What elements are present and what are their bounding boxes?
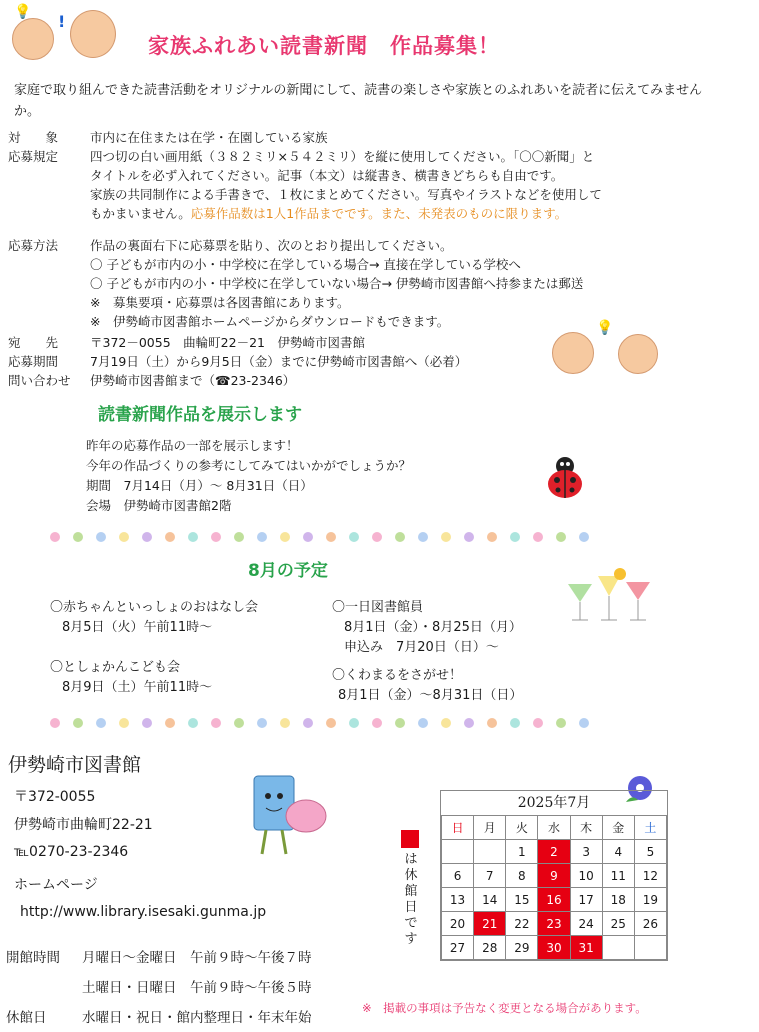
library-postal: 〒372-0055	[14, 789, 96, 805]
calendar-day: 11	[602, 864, 634, 888]
page-title: 家族ふれあい読書新聞 作品募集！	[148, 34, 500, 58]
closed-value: 水曜日・祝日・館内整理日・年末年始	[82, 1010, 312, 1026]
calendar-day: 31	[570, 936, 602, 960]
decorative-dot	[280, 718, 290, 728]
calendar-day: 24	[570, 912, 602, 936]
family-illustration	[6, 4, 118, 66]
contact-row	[8, 371, 295, 390]
event-3-time: 8月1日（金）・8月25日（月）	[344, 620, 522, 635]
method-line-1: 作品の裏面右下に応募票を貼り、次のとおり提出してください。	[90, 238, 453, 253]
decorative-dot	[556, 718, 566, 728]
decorative-dot	[211, 718, 221, 728]
hours-label: 開館時間	[6, 950, 60, 966]
method-line-3: 〇 子どもが市内の小・中学校に在学していない場合→ 伊勢崎市図書館へ持参または郵送	[90, 276, 584, 291]
calendar-week	[442, 888, 667, 912]
calendar-day: 29	[506, 936, 538, 960]
rules-line-1: 四つ切の白い画用紙（３８２ミリ×５４２ミリ）を縦に使用してください。「〇〇新聞」と	[90, 149, 595, 164]
homepage-link[interactable]: http://www.library.isesaki.gunma.jp	[20, 904, 267, 920]
decorative-dot	[50, 532, 60, 542]
library-address: 伊勢崎市曲輪町22-21	[14, 817, 153, 833]
decorative-dot	[257, 532, 267, 542]
decorative-dot	[280, 532, 290, 542]
calendar-day: 12	[634, 864, 666, 888]
decorative-dot	[510, 718, 520, 728]
calendar-day: 18	[602, 888, 634, 912]
calendar-day: 26	[634, 912, 666, 936]
exhibit-period: 期間 7月14日（月）～ 8月31日（日）	[86, 478, 313, 493]
calendar-day: 4	[602, 840, 634, 864]
target-value: 市内に在住または在学・在園している家族	[90, 130, 328, 145]
method-row	[8, 236, 453, 255]
closed-legend-text: は休館日です	[404, 852, 418, 947]
calendar-day: 22	[506, 912, 538, 936]
decorative-dot	[96, 532, 106, 542]
calendar-title: 2025年7月	[517, 795, 591, 811]
august-heading: 8月の予定	[248, 561, 328, 581]
rules-highlight: 応募作品数は1人1作品までです。また、未発表のものに限ります。	[190, 206, 568, 221]
library-tel: ℡0270-23-2346	[14, 844, 129, 860]
calendar-weekday: 水	[538, 816, 570, 840]
address-label: 宛 先	[8, 335, 59, 350]
ladybug-icon	[544, 452, 586, 500]
contact-label: 問い合わせ	[8, 373, 71, 388]
event-1-time: 8月5日（火）午前11時～	[62, 620, 213, 635]
calendar-weekday: 金	[602, 816, 634, 840]
calendar-empty-cell	[474, 840, 506, 864]
decorative-dot	[188, 532, 198, 542]
calendar-week	[442, 840, 667, 864]
calendar-day: 19	[634, 888, 666, 912]
decorative-dot	[533, 532, 543, 542]
exhibit-line-1: 昨年の応募作品の一部を展示します！	[86, 438, 299, 453]
rules-line-4a: もかまいません。	[90, 206, 191, 221]
calendar-day: 25	[602, 912, 634, 936]
decorative-dot	[326, 718, 336, 728]
calendar-weekday: 木	[570, 816, 602, 840]
decorative-dot	[326, 532, 336, 542]
calendar-day: 20	[442, 912, 474, 936]
calendar-day: 2	[538, 840, 570, 864]
exclamation-icon: !	[58, 12, 66, 31]
method-label: 応募方法	[8, 238, 59, 253]
calendar-day: 23	[538, 912, 570, 936]
children-illustration	[552, 320, 672, 376]
calendar-weekday: 日	[442, 816, 474, 840]
decorative-dot	[533, 718, 543, 728]
hours-weekend: 土曜日・日曜日 午前９時～午後５時	[82, 980, 312, 996]
decorative-dot	[73, 532, 83, 542]
calendar-day: 13	[442, 888, 474, 912]
intro-text: 家庭で取り組んできた読書活動をオリジナルの新聞にして、読書の楽しさや家族とのふれあいを読者に伝えてみませんか。	[14, 83, 703, 119]
decorative-dot	[96, 718, 106, 728]
decorative-dot	[418, 718, 428, 728]
decorative-dot	[395, 532, 405, 542]
calendar-day: 17	[570, 888, 602, 912]
decorative-dot	[464, 532, 474, 542]
cocktail-illustration	[560, 566, 660, 624]
lightbulb-icon: 💡	[14, 4, 32, 20]
decorative-dot	[372, 718, 382, 728]
rules-line-2: タイトルを必ず入れてください。記事（本文）は縦書き、横書きどちらも自由です。	[90, 168, 564, 183]
dot-divider-top	[50, 531, 610, 543]
calendar-day: 16	[538, 888, 570, 912]
decorative-dot	[441, 718, 451, 728]
calendar-weekday: 月	[474, 816, 506, 840]
method-line-4: ※ 募集要項・応募票は各図書館にあります。	[90, 295, 350, 310]
event-2-time: 8月9日（土）午前11時～	[62, 680, 213, 695]
decorative-dot	[73, 718, 83, 728]
decorative-dot	[165, 532, 175, 542]
calendar-day: 5	[634, 840, 666, 864]
decorative-dot	[395, 718, 405, 728]
event-3-title: 〇一日図書館員	[332, 600, 424, 615]
decorative-dot	[303, 718, 313, 728]
decorative-dot	[211, 532, 221, 542]
decorative-dot	[257, 718, 267, 728]
event-3-apply: 申込み 7月20日（日）～	[344, 640, 499, 655]
event-4-time: 8月1日（金）～8月31日（日）	[338, 688, 523, 703]
calendar-day: 8	[506, 864, 538, 888]
event-2-title: 〇としょかんこども会	[50, 660, 181, 675]
decorative-dot	[418, 532, 428, 542]
decorative-dot	[372, 532, 382, 542]
method-line-2: 〇 子どもが市内の小・中学校に在学している場合→ 直接在学している学校へ	[90, 257, 521, 272]
decorative-dot	[234, 532, 244, 542]
calendar-empty-cell	[634, 936, 666, 960]
calendar-weekday: 火	[506, 816, 538, 840]
calendar-day: 30	[538, 936, 570, 960]
exhibit-heading: 読書新聞作品を展示します	[98, 405, 302, 425]
calendar-week	[442, 936, 667, 960]
target-row	[8, 128, 328, 147]
calendar-day: 1	[506, 840, 538, 864]
decorative-dot	[234, 718, 244, 728]
calendar-day: 10	[570, 864, 602, 888]
rules-label: 応募規定	[8, 149, 59, 164]
decorative-dot	[487, 532, 497, 542]
contact-value: 伊勢崎市図書館まで（☎23-2346）	[90, 373, 296, 388]
decorative-dot	[556, 532, 566, 542]
calendar-day: 9	[538, 864, 570, 888]
period-value: 7月19日（土）から9月5日（金）までに伊勢崎市図書館へ（必着）	[90, 354, 468, 369]
closed-legend-swatch	[401, 830, 419, 848]
decorative-dot	[119, 718, 129, 728]
decorative-dot	[188, 718, 198, 728]
rules-line-3: 家族の共同制作による手書きで、１枚にまとめてください。写真やイラストなどを使用して	[90, 187, 602, 202]
dot-divider-bottom	[50, 717, 610, 729]
closed-label: 休館日	[6, 1010, 47, 1026]
calendar-empty-cell	[602, 936, 634, 960]
target-label: 対 象	[8, 130, 59, 145]
decorative-dot	[349, 718, 359, 728]
book-mascot-illustration	[244, 766, 330, 862]
exhibit-venue: 会場 伊勢崎市図書館2階	[86, 498, 232, 513]
decorative-dot	[579, 718, 589, 728]
decorative-dot	[579, 532, 589, 542]
decorative-dot	[119, 532, 129, 542]
calendar-day: 21	[474, 912, 506, 936]
decorative-dot	[464, 718, 474, 728]
decorative-dot	[487, 718, 497, 728]
period-row	[8, 352, 467, 371]
rules-line-4	[90, 204, 567, 223]
period-label: 応募期間	[8, 354, 59, 369]
decorative-dot	[50, 718, 60, 728]
event-4-title: 〇くわまるをさがせ！	[332, 668, 463, 683]
exhibit-line-2: 今年の作品づくりの参考にしてみてはいかがでしょうか？	[86, 458, 412, 473]
decorative-dot	[142, 532, 152, 542]
calendar	[440, 790, 668, 961]
calendar-grid	[441, 815, 667, 960]
calendar-day: 15	[506, 888, 538, 912]
hours-weekday: 月曜日～金曜日 午前９時～午後７時	[82, 950, 312, 966]
decorative-dot	[303, 532, 313, 542]
disclaimer-note: ※ 掲載の事項は予告なく変更となる場合があります。	[362, 1001, 647, 1015]
decorative-dot	[510, 532, 520, 542]
event-1-title: 〇赤ちゃんといっしょのおはなし会	[50, 600, 259, 615]
calendar-week	[442, 912, 667, 936]
decorative-dot	[165, 718, 175, 728]
calendar-weekday: 土	[634, 816, 666, 840]
address-row	[8, 333, 365, 352]
library-name: 伊勢崎市図書館	[8, 754, 142, 776]
calendar-day: 27	[442, 936, 474, 960]
calendar-day: 14	[474, 888, 506, 912]
calendar-day: 6	[442, 864, 474, 888]
method-line-5: ※ 伊勢崎市図書館ホームページからダウンロードもできます。	[90, 314, 450, 329]
calendar-day: 3	[570, 840, 602, 864]
homepage-label: ホームページ	[14, 877, 98, 893]
lightbulb-icon: 💡	[596, 320, 614, 336]
decorative-dot	[349, 532, 359, 542]
decorative-dot	[142, 718, 152, 728]
calendar-day: 7	[474, 864, 506, 888]
calendar-day: 28	[474, 936, 506, 960]
decorative-dot	[441, 532, 451, 542]
address-value: 〒372－0055 曲輪町22－21 伊勢崎市図書館	[90, 335, 365, 350]
rules-row	[8, 147, 594, 166]
calendar-empty-cell	[442, 840, 474, 864]
calendar-week	[442, 864, 667, 888]
